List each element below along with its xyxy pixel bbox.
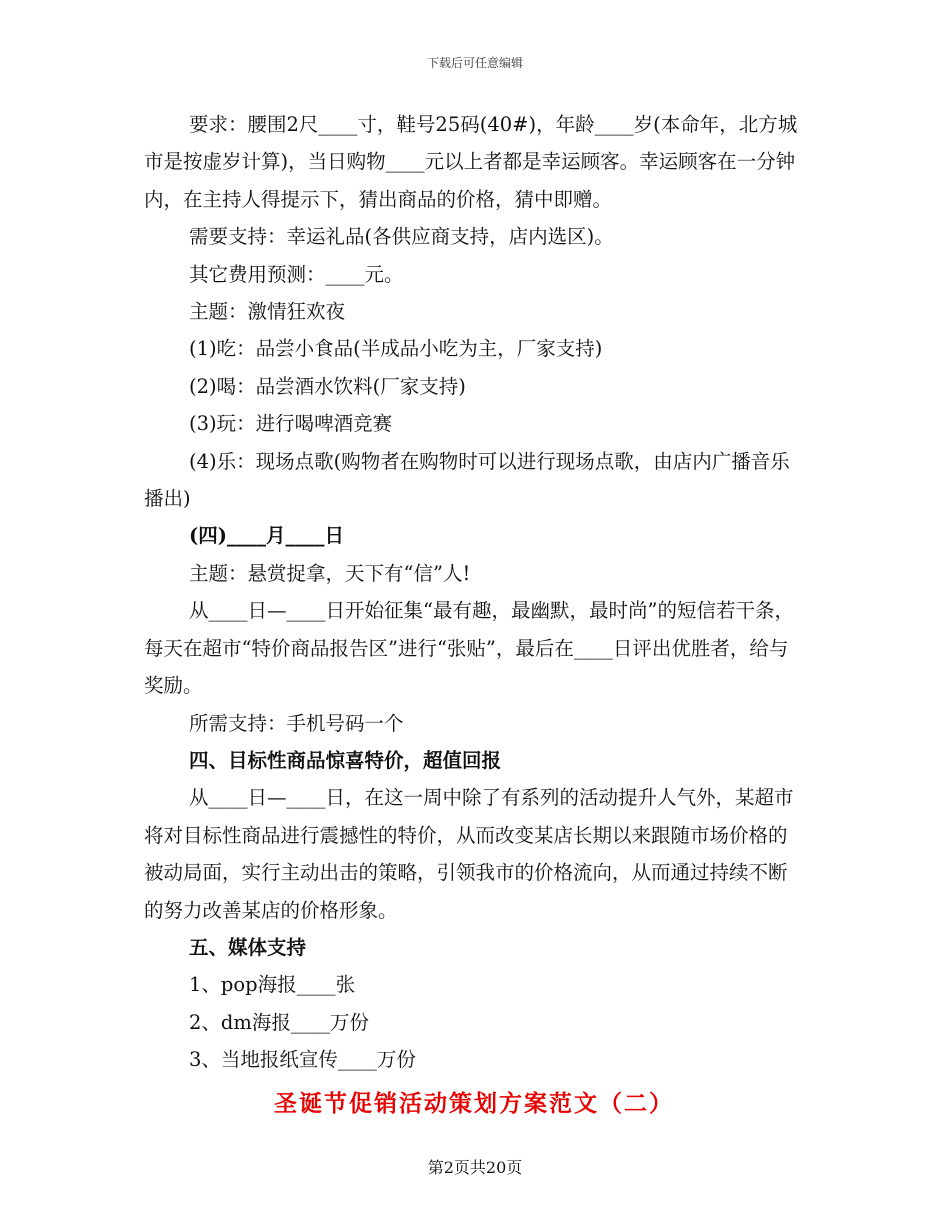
- section-title: 圣诞节促销活动策划方案范文（二）: [274, 1089, 674, 1117]
- paragraph-theme-reward: 主题：悬赏捉拿，天下有“信”人!: [189, 561, 471, 585]
- subheading-date: (四)____月____日: [189, 524, 344, 548]
- heading-section-five: 五、媒体支持: [189, 935, 307, 959]
- paragraph-required-support: 所需支持：手机号码一个: [189, 711, 404, 735]
- document-body: [144, 106, 804, 1122]
- list-item-dm: 2、dm海报____万份: [189, 1010, 369, 1034]
- paragraph-special-price: 从____日—____日，在这一周中除了有系列的活动提升人气外，某超市将对目标性商品进行震撼性的特价，从而改变某店长期以来跟随市场价格的被动局面，实行主动出击的策略，引领我市的价格流向，从而通过持续不断的努力改善某店的价格形象。: [144, 786, 794, 922]
- list-item-drink: (2)喝：品尝酒水饮料(厂家支持): [189, 374, 466, 398]
- list-item-play: (3)玩：进行喝啤酒竞赛: [189, 412, 393, 436]
- paragraph-support: 需要支持：幸运礼品(各供应商支持，店内选区)。: [189, 225, 614, 249]
- page-footer: 第2页共20页: [427, 1158, 523, 1177]
- list-item-pop: 1、pop海报____张: [189, 973, 356, 997]
- heading-section-four: 四、目标性商品惊喜特价，超值回报: [189, 748, 502, 772]
- paragraph-sms-contest: 从____日—____日开始征集“最有趣，最幽默，最时尚”的短信若干条，每天在超市“特价商品报告区”进行“张贴”，最后在____日评出优胜者，给与奖励。: [144, 599, 794, 698]
- list-item-eat: (1)吃：品尝小食品(半成品小吃为主，厂家支持): [189, 337, 603, 361]
- paragraph-requirements: 要求：腰围2尺____寸，鞋号25码(40#)，年龄____岁(本命年，北方城市是按虚岁计算)，当日购物____元以上者都是幸运顾客。幸运顾客在一分钟内，在主持人得提示下，猜出商品的价格，猜中即赠。: [144, 113, 798, 211]
- list-item-music: (4)乐：现场点歌(购物者在购物时可以进行现场点歌，由店内广播音乐播出): [144, 449, 790, 511]
- paragraph-cost: 其它费用预测：____元。: [189, 262, 404, 286]
- paragraph-theme-carnival: 主题：激情狂欢夜: [189, 300, 346, 324]
- list-item-newspaper: 3、当地报纸宣传____万份: [189, 1048, 416, 1072]
- page-header: 下载后可任意编辑: [426, 56, 523, 70]
